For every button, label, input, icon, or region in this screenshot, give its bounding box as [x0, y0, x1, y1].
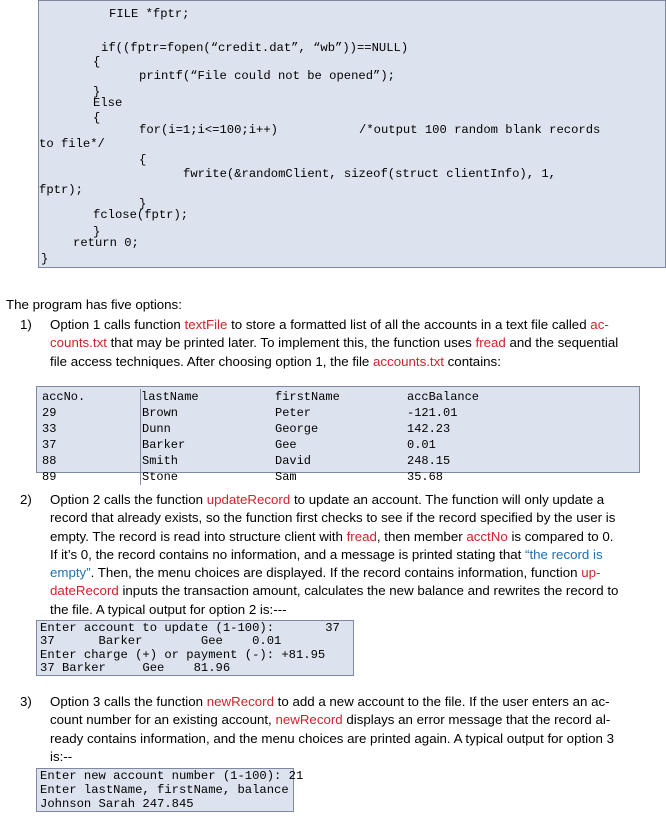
header-lastname: lastName — [141, 390, 199, 404]
option3-paragraph: Option 3 calls the function newRecord to add a new account to the file. If the user enters an ac- count number for an existing account, newRecord displays an error message that the record al- ready contains information, and the menu choices are printed again. A typical output for option 3 is:-- — [50, 694, 614, 764]
table-header-row — [40, 389, 528, 405]
option2-paragraph: Option 2 calls the function updateRecord to update an account. The function will only update a record that already exists, so the function first checks to see if the record specified by the user is empty. The record is read into structure client with fread, then member acctNo is compared to 0. If it’s 0, the record contains no information, and a message is printed stating that “the record is empty”. Then, the menu choices are displayed. If the record contains information, function up- dateRecord inputs the transaction amount, calculates the new balance and rewrites the record to the file. A typical output for option 2 is:--- — [50, 492, 619, 617]
option2-number: 2) — [20, 492, 32, 507]
header-accbalance: accBalance — [407, 390, 480, 404]
option1-paragraph: Option 1 calls function textFile to store a formatted list of all the accounts in a text file called ac- counts.txt that may be printed later. To implement this, the function uses fread and the sequential file access techniques. After choosing option 1, the file accounts.txt contains: — [50, 317, 619, 369]
option1-number: 1) — [20, 317, 32, 332]
code-line: Else — [93, 96, 123, 110]
output-line: Enter charge (+) or payment (-): +81.95 — [40, 648, 326, 662]
option2-output — [36, 620, 354, 676]
option3-number: 3) — [20, 694, 32, 709]
code-line: { — [93, 111, 101, 125]
code-line: } — [93, 225, 101, 239]
code-line: FILE *fptr; — [109, 7, 190, 21]
code-line: return 0; — [73, 236, 139, 250]
output-line: Johnson Sarah 247.845 — [40, 797, 194, 811]
output-line: 37 Barker Gee 81.96 — [40, 661, 231, 675]
code-comment: /*output 100 random blank records — [359, 123, 601, 137]
code-line: for(i=1;i<=100;i++) — [139, 123, 278, 137]
table-row: 29 Brown Peter -121.01 — [42, 406, 458, 420]
code-line: fptr); — [39, 183, 83, 197]
header-firstname: firstName — [275, 390, 340, 404]
code-line: } — [41, 252, 49, 266]
code-line: printf(“File could not be opened”); — [139, 69, 395, 83]
code-line: to file*/ — [39, 137, 105, 151]
accounts-table — [36, 386, 640, 484]
code-block — [38, 0, 666, 268]
code-line: fclose(fptr); — [93, 208, 189, 222]
code-line: if((fptr=fopen(“credit.dat”, “wb”))==NULL) — [101, 41, 409, 55]
header-accno: accNo. — [40, 389, 141, 405]
code-line: } — [93, 85, 101, 99]
code-line: { — [93, 55, 101, 69]
intro-text: The program has five options: — [6, 297, 182, 312]
code-line: } — [139, 197, 147, 211]
code-line: { — [139, 153, 147, 167]
output-line: Enter lastName, firstName, balance — [40, 783, 289, 797]
table-row: 33 Dunn George 142.23 — [42, 422, 451, 436]
option3-output — [36, 768, 304, 812]
textfile-fn: textFile — [184, 317, 228, 332]
output-line: Enter account to update (1-100): 37 — [40, 621, 340, 635]
output-line: Enter new account number (1-100): 21 — [40, 769, 304, 783]
newrecord-fn: newRecord — [206, 694, 274, 709]
updaterecord-fn: updateRecord — [206, 492, 291, 507]
table-row: 89 Stone Sam 35.68 — [42, 470, 444, 484]
code-line: fwrite(&randomClient, sizeof(struct clientInfo), 1, — [183, 167, 556, 181]
output-line: 37 Barker Gee 0.01 — [40, 634, 282, 648]
table-row: 88 Smith David 248.15 — [42, 454, 451, 468]
table-row: 37 Barker Gee 0.01 — [42, 438, 436, 452]
